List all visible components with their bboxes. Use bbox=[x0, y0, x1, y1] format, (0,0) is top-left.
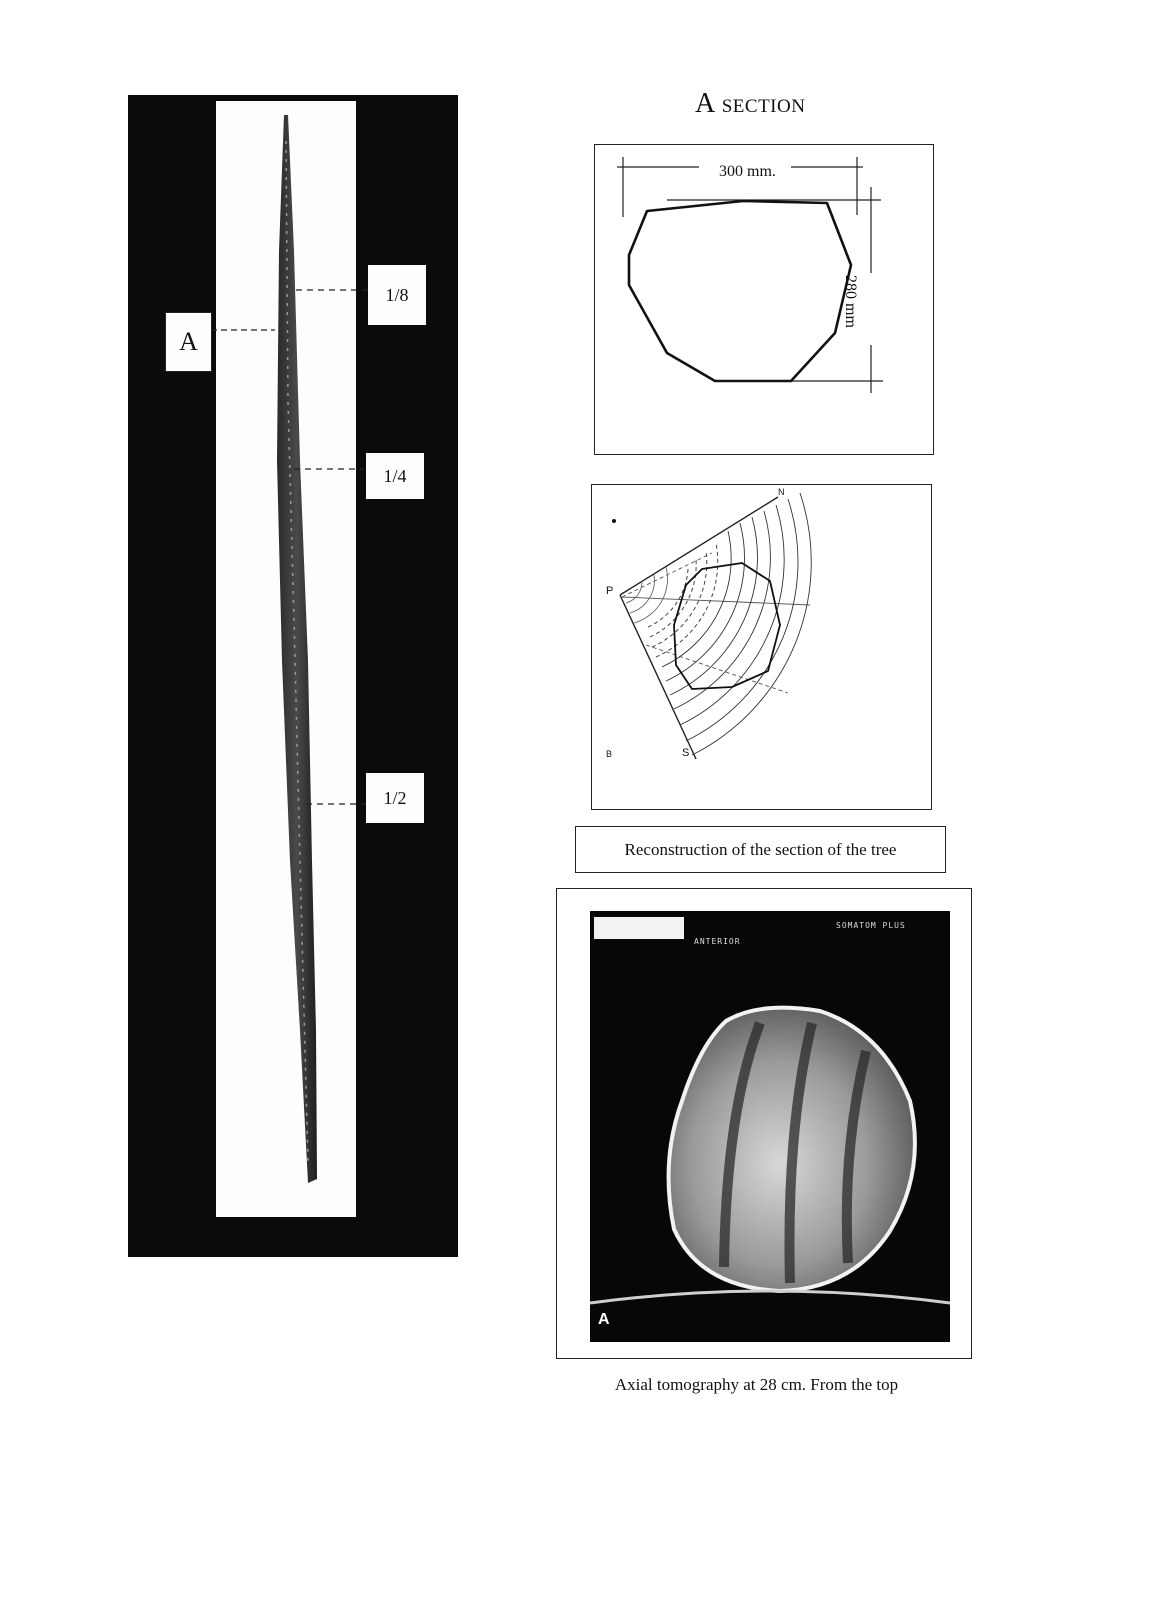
photo-background bbox=[216, 101, 356, 1217]
section-a-label: A bbox=[165, 312, 212, 372]
ct-orientation-label: ANTERIOR bbox=[694, 937, 741, 946]
reconstruction-caption: Reconstruction of the section of the tree bbox=[624, 839, 897, 859]
recon-letter-p: P bbox=[606, 585, 614, 597]
marker-line-1-4 bbox=[294, 467, 364, 471]
reconstruction-drawing bbox=[592, 485, 931, 809]
marker-label-1-2: 1/2 bbox=[366, 773, 424, 823]
reconstruction-frame bbox=[591, 484, 932, 810]
ct-image-letter: A bbox=[598, 1311, 610, 1328]
marker-label-1-8: 1/8 bbox=[368, 265, 426, 325]
height-dimension-label: 280 mm bbox=[842, 275, 859, 328]
width-dimension-label: 300 mm. bbox=[715, 163, 780, 181]
tomography-caption: Axial tomography at 28 cm. From the top bbox=[614, 1375, 899, 1394]
ct-wood-slice bbox=[590, 911, 950, 1342]
marker-line-1-2 bbox=[306, 802, 372, 806]
section-title-word: SECTION bbox=[721, 96, 806, 117]
ct-scanner-label: SOMATOM PLUS bbox=[836, 921, 906, 930]
reconstruction-caption-box bbox=[575, 826, 946, 873]
specimen-photo-panel bbox=[128, 95, 458, 1257]
cross-section-drawing bbox=[595, 145, 933, 454]
cross-section-frame bbox=[594, 144, 934, 455]
marker-label-1-4: 1/4 bbox=[366, 453, 424, 499]
section-a-leader-line bbox=[211, 328, 275, 332]
section-title bbox=[695, 88, 805, 120]
tomography-image bbox=[590, 911, 950, 1342]
recon-letter-s: S bbox=[682, 747, 690, 759]
recon-letter-n: N bbox=[778, 487, 785, 497]
pole-silhouette bbox=[216, 101, 356, 1217]
marker-line-1-8 bbox=[296, 288, 368, 292]
section-title-letter: A bbox=[695, 88, 716, 119]
recon-letter-b: B bbox=[606, 749, 613, 759]
